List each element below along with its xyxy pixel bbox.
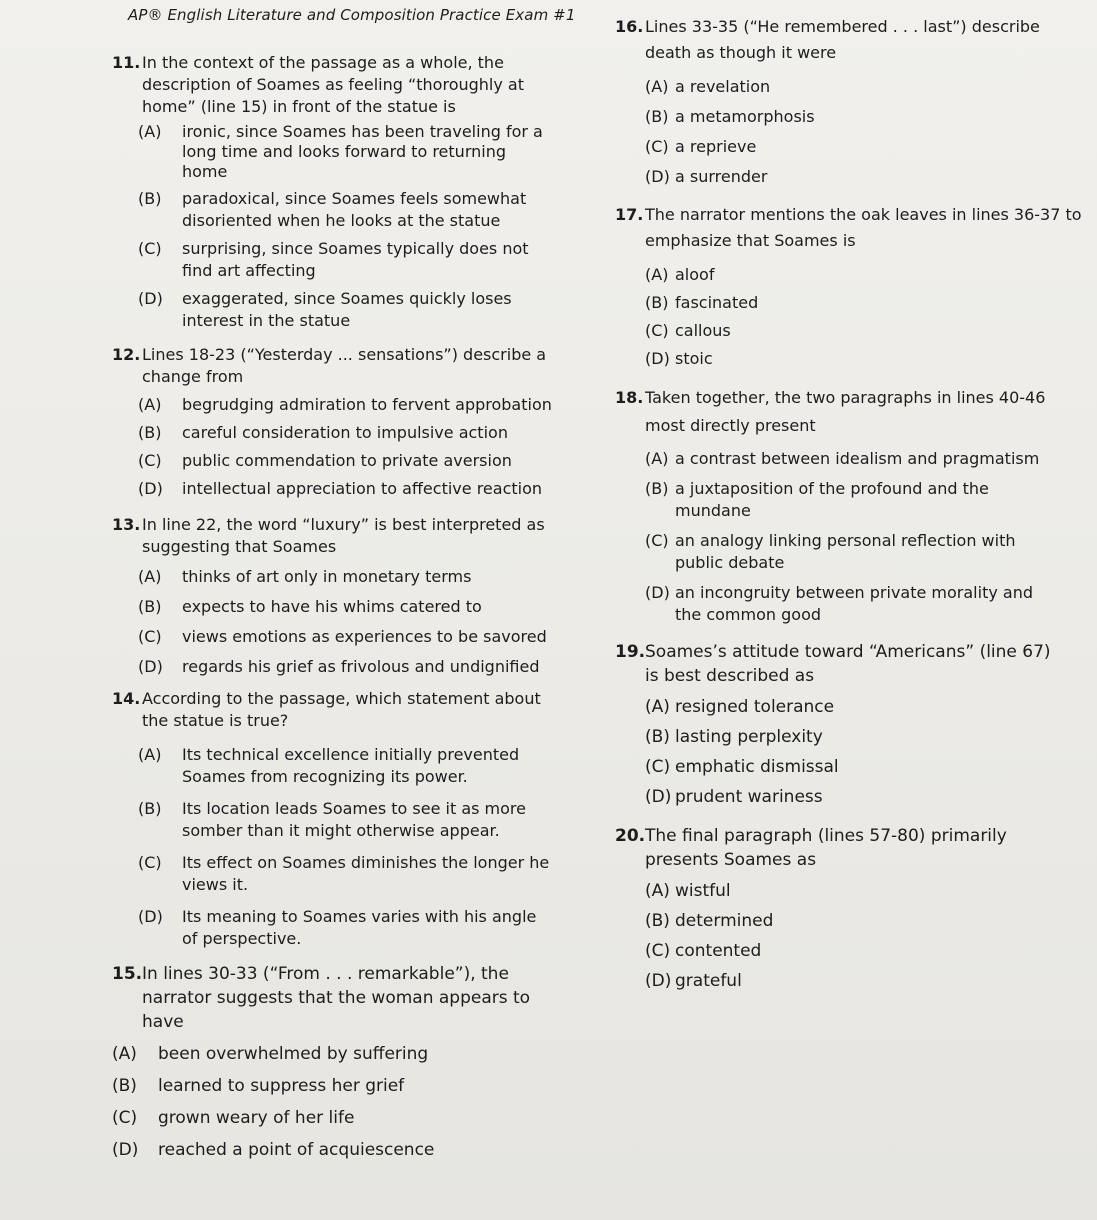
- option-text: determined: [675, 911, 774, 931]
- option-letter: (C): [645, 137, 669, 156]
- option-letter: (B): [138, 799, 162, 818]
- option-text: learned to suppress her grief: [158, 1076, 405, 1096]
- option-letter: (D): [138, 907, 163, 926]
- option-letter: (B): [645, 293, 669, 312]
- option-text: reached a point of acquiescence: [158, 1140, 435, 1160]
- question-stem: The narrator mentions the oak leaves in lines 36-37 to emphasize that Soames is: [645, 205, 1082, 250]
- option-letter: (B): [112, 1076, 137, 1096]
- option-b[interactable]: [112, 422, 552, 444]
- option-a[interactable]: [615, 880, 1085, 902]
- option-letter: (D): [138, 479, 163, 498]
- option-text: paradoxical, since Soames feels somewhat disoriented when he looks at the statue: [182, 189, 527, 230]
- option-c[interactable]: [96, 1106, 536, 1130]
- option-d[interactable]: [615, 970, 1085, 992]
- option-d[interactable]: [112, 288, 552, 332]
- question-stem: Lines 33-35 (“He remembered . . . last”) describe death as though it were: [645, 17, 1040, 62]
- option-text: been overwhelmed by suffering: [158, 1044, 429, 1064]
- option-d[interactable]: [615, 166, 1085, 188]
- option-letter: (D): [645, 787, 672, 807]
- option-letter: (B): [645, 107, 669, 126]
- option-b[interactable]: [112, 188, 552, 232]
- option-text: callous: [675, 321, 731, 340]
- option-a[interactable]: [112, 566, 552, 588]
- question-11: [112, 52, 552, 332]
- option-c[interactable]: [112, 852, 552, 896]
- option-text: regards his grief as frivolous and undignified: [182, 657, 540, 676]
- option-c[interactable]: [112, 450, 552, 472]
- question-number: 17.: [615, 205, 644, 224]
- question-20: [615, 824, 1085, 992]
- option-text: emphatic dismissal: [675, 757, 839, 777]
- option-letter: (A): [645, 881, 670, 901]
- question-stem: Lines 18-23 (“Yesterday ... sensations”) describe a change from: [142, 345, 547, 386]
- option-d[interactable]: [112, 906, 552, 950]
- question-number: 15.: [112, 964, 143, 984]
- option-letter: (D): [112, 1140, 139, 1160]
- option-letter: (C): [645, 321, 669, 340]
- option-letter: (B): [645, 727, 670, 747]
- option-a[interactable]: [615, 264, 1085, 286]
- option-text: Its location leads Soames to see it as more somber than it might otherwise appear.: [182, 799, 526, 840]
- question-13: [112, 514, 552, 678]
- question-12: [112, 344, 552, 500]
- page-header: AP® English Literature and Composition Practice Exam #1: [128, 6, 576, 24]
- question-stem: Taken together, the two paragraphs in lines 40-46 most directly present: [645, 388, 1046, 435]
- option-text: grown weary of her life: [158, 1108, 355, 1128]
- option-text: lasting perplexity: [675, 727, 823, 747]
- option-letter: (A): [138, 745, 162, 764]
- option-a[interactable]: [112, 122, 552, 182]
- option-text: contented: [675, 941, 762, 961]
- option-letter: (D): [138, 289, 163, 308]
- option-text: surprising, since Soames typically does not find art affecting: [182, 239, 529, 280]
- option-d[interactable]: [96, 1138, 536, 1162]
- question-18: [615, 384, 1085, 626]
- option-letter: (D): [645, 167, 670, 186]
- option-letter: (B): [645, 911, 670, 931]
- option-text: stoic: [675, 349, 713, 368]
- option-text: a reprieve: [675, 137, 757, 156]
- option-c[interactable]: [615, 530, 1055, 574]
- option-letter: (B): [138, 597, 162, 616]
- question-16: [615, 14, 1085, 188]
- option-text: public commendation to private aversion: [182, 451, 512, 470]
- option-text: fascinated: [675, 293, 759, 312]
- option-text: careful consideration to impulsive action: [182, 423, 508, 442]
- option-text: wistful: [675, 881, 731, 901]
- option-letter: (C): [645, 757, 671, 777]
- option-b[interactable]: [112, 798, 552, 842]
- question-17: [615, 202, 1085, 370]
- right-column: [615, 14, 1085, 992]
- option-text: thinks of art only in monetary terms: [182, 567, 472, 586]
- option-letter: (C): [138, 239, 162, 258]
- option-b[interactable]: [112, 596, 552, 618]
- option-a[interactable]: [112, 744, 552, 788]
- option-c[interactable]: [112, 238, 552, 282]
- option-text: exaggerated, since Soames quickly loses interest in the statue: [182, 289, 512, 330]
- option-letter: (C): [138, 451, 162, 470]
- option-letter: (A): [138, 567, 162, 586]
- option-text: a metamorphosis: [675, 107, 815, 126]
- option-d[interactable]: [112, 478, 552, 500]
- option-d[interactable]: [615, 348, 1085, 370]
- option-c[interactable]: [615, 320, 1085, 342]
- question-stem: The final paragraph (lines 57-80) primarily presents Soames as: [645, 826, 1007, 870]
- option-letter: (B): [138, 189, 162, 208]
- option-letter: (D): [138, 657, 163, 676]
- option-a[interactable]: [615, 448, 1085, 470]
- option-text: a contrast between idealism and pragmatism: [675, 449, 1040, 468]
- option-text: begrudging admiration to fervent approbation: [182, 395, 552, 414]
- option-letter: (C): [138, 853, 162, 872]
- option-letter: (C): [645, 531, 669, 550]
- option-b[interactable]: [615, 106, 1085, 128]
- question-stem: In lines 30-33 (“From . . . remarkable”), the narrator suggests that the woman appears to have: [142, 964, 531, 1032]
- question-number: 13.: [112, 515, 141, 534]
- option-text: ironic, since Soames has been traveling for a long time and looks forward to returning home: [182, 122, 543, 181]
- option-text: a surrender: [675, 167, 768, 186]
- option-letter: (B): [138, 423, 162, 442]
- option-text: a juxtaposition of the profound and the mundane: [675, 479, 989, 520]
- option-a[interactable]: [615, 76, 1085, 98]
- option-letter: (A): [112, 1044, 137, 1064]
- option-text: views emotions as experiences to be savored: [182, 627, 547, 646]
- option-letter: (B): [645, 479, 669, 498]
- option-a[interactable]: [112, 394, 552, 416]
- question-14: [112, 688, 552, 950]
- option-letter: (A): [138, 395, 162, 414]
- option-text: an incongruity between private morality and the common good: [675, 583, 1033, 624]
- option-letter: (C): [645, 941, 671, 961]
- option-b[interactable]: [96, 1074, 536, 1098]
- option-letter: (A): [645, 449, 669, 468]
- option-d[interactable]: [112, 656, 552, 678]
- option-d[interactable]: [615, 786, 1085, 808]
- option-d[interactable]: [615, 582, 1055, 626]
- option-letter: (A): [138, 122, 162, 141]
- option-b[interactable]: [615, 292, 1085, 314]
- option-text: expects to have his whims catered to: [182, 597, 482, 616]
- option-text: grateful: [675, 971, 742, 991]
- option-a[interactable]: [615, 696, 1085, 718]
- option-b[interactable]: [615, 478, 1015, 522]
- option-letter: (D): [645, 349, 670, 368]
- option-letter: (C): [138, 627, 162, 646]
- option-letter: (C): [112, 1108, 138, 1128]
- question-stem: In line 22, the word “luxury” is best interpreted as suggesting that Soames: [142, 515, 545, 556]
- option-text: Its technical excellence initially prevented Soames from recognizing its power.: [182, 745, 520, 786]
- question-15: [112, 962, 552, 1162]
- left-column: [112, 52, 552, 1162]
- question-19: [615, 640, 1085, 808]
- option-c[interactable]: [112, 626, 552, 648]
- question-stem: According to the passage, which statement about the statue is true?: [142, 689, 541, 730]
- question-number: 18.: [615, 388, 644, 407]
- option-text: Its meaning to Soames varies with his angle of perspective.: [182, 907, 537, 948]
- option-letter: (D): [645, 971, 672, 991]
- question-stem: Soames’s attitude toward “Americans” (line 67) is best described as: [645, 642, 1051, 686]
- option-text: intellectual appreciation to affective reaction: [182, 479, 543, 498]
- question-stem: In the context of the passage as a whole, the description of Soames as feeling “thoroughly at home” (line 15) in front of the statue is: [142, 53, 524, 116]
- question-number: 20.: [615, 826, 646, 846]
- option-c[interactable]: [615, 940, 1085, 962]
- option-c[interactable]: [615, 756, 1085, 778]
- option-text: prudent wariness: [675, 787, 823, 807]
- option-b[interactable]: [615, 910, 1085, 932]
- option-letter: (A): [645, 697, 670, 717]
- option-letter: (A): [645, 77, 669, 96]
- option-b[interactable]: [615, 726, 1085, 748]
- option-letter: (D): [645, 583, 670, 602]
- option-text: a revelation: [675, 77, 771, 96]
- question-number: 11.: [112, 53, 141, 72]
- option-text: resigned tolerance: [675, 697, 835, 717]
- option-text: aloof: [675, 265, 715, 284]
- option-text: an analogy linking personal reflection with public debate: [675, 531, 1016, 572]
- question-number: 19.: [615, 642, 646, 662]
- option-text: Its effect on Soames diminishes the longer he views it.: [182, 853, 550, 894]
- question-number: 14.: [112, 689, 141, 708]
- option-a[interactable]: [96, 1042, 536, 1066]
- option-letter: (A): [645, 265, 669, 284]
- question-number: 16.: [615, 17, 644, 36]
- question-number: 12.: [112, 345, 141, 364]
- option-c[interactable]: [615, 136, 1085, 158]
